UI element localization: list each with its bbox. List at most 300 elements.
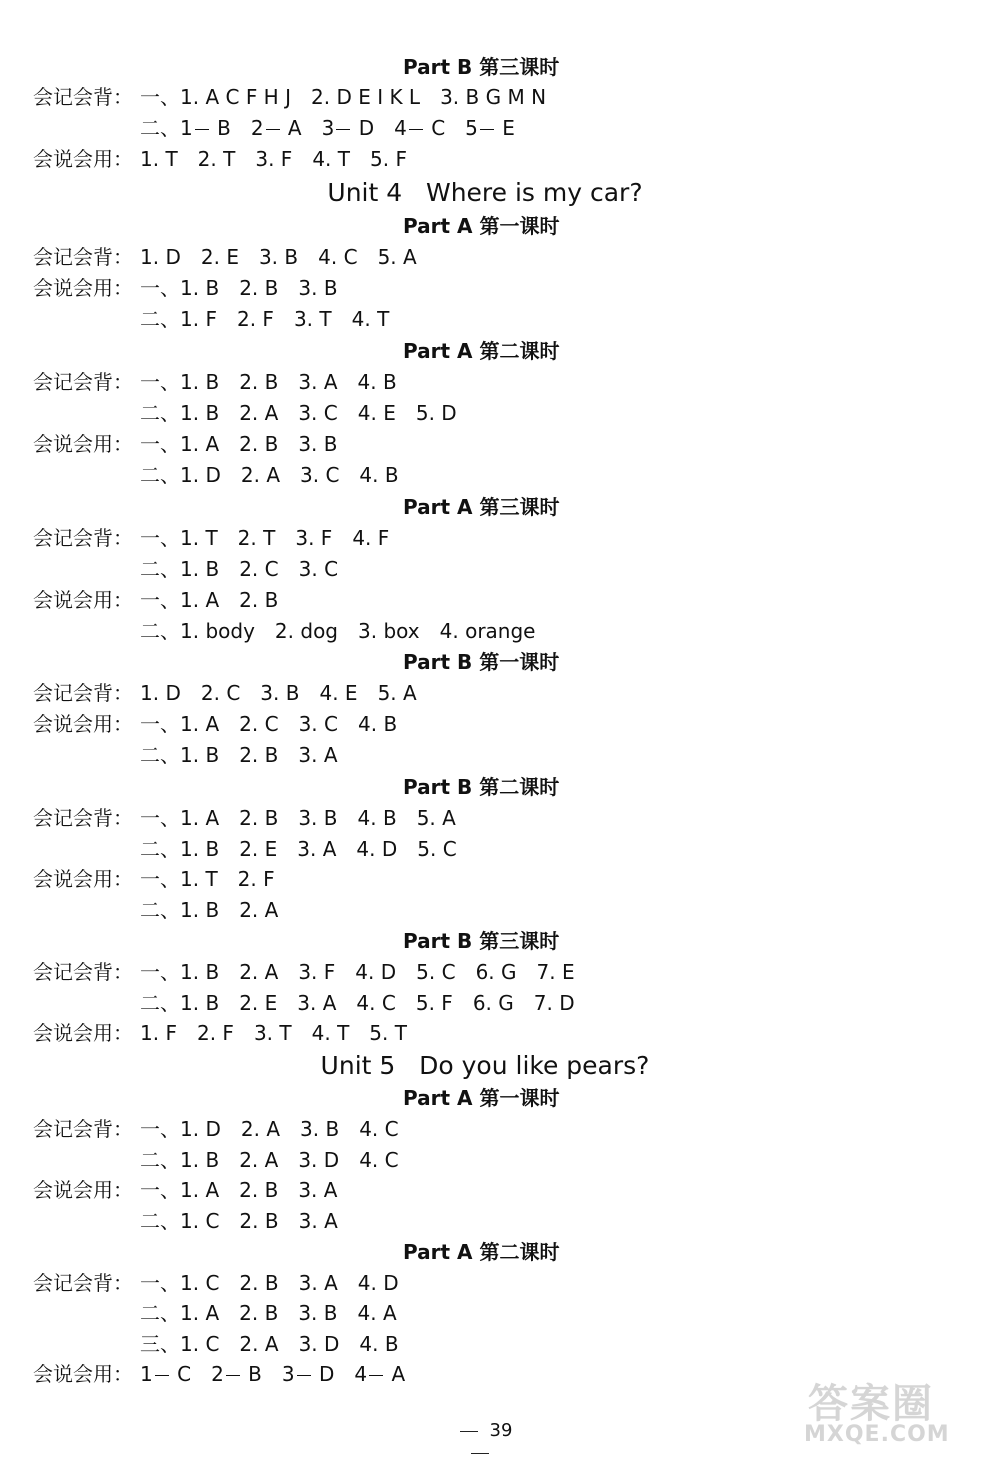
answer-item [352,523,389,553]
answer-line [0,82,1000,112]
answer-item [180,1206,219,1236]
lesson-heading: Part A 第二课时 [403,339,560,363]
answer-item [239,273,278,303]
answer-value: A [264,898,279,922]
part-prefix: 一、 [140,1117,180,1141]
question-number: 5. [415,401,435,425]
answer-item [378,678,417,708]
lesson-heading: Part A 第一课时 [403,214,560,238]
question-number: 4. [439,619,459,643]
question-number: 7. [536,960,556,984]
answer-item [239,585,278,615]
answer-item [239,803,278,833]
answer-item [297,834,336,864]
answer-item [294,304,332,334]
section-label: 会说会用： [33,1362,133,1386]
answer-item [239,367,278,397]
answer-value: B [384,463,399,487]
part-prefix: 一、 [140,85,180,109]
answer-item [241,1114,280,1144]
answer-items [140,367,417,397]
question-number: 2. [239,401,259,425]
answer-items [140,803,476,833]
answer-value: F [320,526,333,550]
answer-items [140,304,409,334]
answer-item [180,957,219,987]
question-number: 2. [239,712,259,736]
question-number: 4. [357,1271,377,1295]
answer-item [358,616,420,646]
answer-item [180,1175,219,1205]
answer-item [239,1268,278,1298]
question-number: 3. [298,1178,318,1202]
section-label: 会说会用： [33,867,133,891]
answer-value: G [501,960,517,984]
answer-item [358,709,397,739]
question-number: 3. [440,85,460,109]
answer-value: B [384,1332,399,1356]
answer-value: A [324,1209,338,1233]
answer-item [255,144,292,174]
question-number: 4. [359,463,379,487]
answer-item [282,1359,335,1389]
answer-value: F [222,1021,234,1045]
question-number: 5. [416,960,436,984]
answer-items [140,273,358,303]
question-number: 3. [358,619,378,643]
answer-item [180,460,221,490]
question-number: 3. [258,245,279,269]
answer-item [416,988,453,1018]
question-number: 4. [357,1301,377,1325]
part-prefix: 一、 [140,1178,180,1202]
answer-line [0,585,1000,615]
answer-value: B [264,1301,279,1325]
question-number: 4. [311,1021,331,1045]
answer-item [312,1018,350,1048]
answer-item [180,864,218,894]
lesson-heading: Part A 第二课时 [403,1240,560,1264]
part-prefix: 一、 [140,867,180,891]
answer-line [0,957,1000,987]
lesson-heading-row [0,52,1000,82]
question-number: 1. [180,276,200,300]
answer-value: B [264,1178,279,1202]
question-number: 1. [140,681,160,705]
answer-items [140,144,427,174]
question-number: 2. [239,1178,259,1202]
part-prefix: 一、 [140,370,180,394]
answer-item [239,1145,278,1175]
answer-items [140,1206,358,1236]
answer-value: A [205,806,220,830]
answer-item [201,678,240,708]
question-number: 1 [140,1359,171,1389]
answer-item [180,616,255,646]
answer-value: box [383,619,420,643]
answer-item [275,616,338,646]
answer-value: B [382,806,397,830]
answer-item [359,1329,398,1359]
question-number: 5 [465,113,496,143]
unit-heading-row [0,176,1000,206]
answer-line [0,273,1000,303]
question-number: 2. [200,245,220,269]
answer-item [237,304,274,334]
answer-line [0,1145,1000,1175]
answer-items [140,864,295,894]
answer-value: B [205,898,220,922]
answer-item [197,1018,234,1048]
section-label: 会记会背： [33,806,133,830]
answer-item [180,367,219,397]
answer-value: T [377,307,390,331]
answer-item [259,242,298,272]
question-number: 2. [239,557,259,581]
answer-item [299,554,338,584]
answer-value: B [323,1301,338,1325]
answer-value: C [441,960,456,984]
part-prefix: 一、 [140,960,180,984]
answer-item [239,1175,278,1205]
question-number: 1 [180,113,211,143]
question-number: 4. [312,147,332,171]
answer-item [239,398,278,428]
answer-value: F [205,307,217,331]
question-number: 3. [298,1148,318,1172]
answer-value: F [262,307,274,331]
part-prefix: 二、 [140,898,180,922]
answer-item [241,460,280,490]
answer-items [140,523,409,553]
answer-value: C [442,837,457,861]
answer-item [239,740,278,770]
answer-value: F [263,867,275,891]
answer-value: A [266,463,280,487]
answer-value: A [323,370,338,394]
question-number: 1. [180,837,200,861]
question-number: 1. [180,712,200,736]
answer-line [0,367,1000,397]
question-number: 3 [282,1359,313,1389]
answer-value: B [323,432,338,456]
answer-item [211,1359,262,1389]
question-number: 1. [140,1021,160,1045]
question-number: 3. [298,432,318,456]
answer-value: T [319,307,332,331]
watermark-url: MXQE.COM [804,1422,950,1447]
section-label: 会记会背： [33,681,133,705]
answer-value: A [324,1271,338,1295]
answer-items [140,1114,419,1144]
answer-value: A C F H J [205,85,291,109]
answer-item [239,895,278,925]
answer-item [254,1018,292,1048]
question-number: 3. [295,526,315,550]
answer-item [295,523,332,553]
answer-value: D [358,116,375,140]
part-prefix: 二、 [140,1301,180,1325]
question-number: 6. [475,960,495,984]
question-number: 3. [298,1301,318,1325]
answer-item [322,113,375,143]
answer-item [180,1298,219,1328]
section-label: 会说会用： [33,712,133,736]
answer-item [251,113,302,143]
answer-item [298,740,337,770]
answer-items [140,429,358,459]
answer-items [140,1018,427,1048]
answer-line [0,1175,1000,1205]
section-label: 会记会背： [33,960,133,984]
answer-item [239,1329,278,1359]
lesson-heading: Part A 第三课时 [403,495,560,519]
question-number: 4. [356,991,376,1015]
answer-value: B [325,1117,340,1141]
question-number: 4. [319,681,339,705]
question-number: 3. [260,681,280,705]
answer-item [369,1018,407,1048]
lesson-heading-row [0,1083,1000,1113]
answer-value: D [323,1148,340,1172]
answer-item [239,429,278,459]
answer-item [298,1145,339,1175]
lesson-heading: Part B 第三课时 [403,929,560,953]
question-number: 2. [239,743,259,767]
question-number: 5. [415,991,435,1015]
answer-item [298,429,337,459]
section-label: 会记会背： [33,1117,133,1141]
question-number: 5. [416,806,436,830]
answer-value: D [205,1117,221,1141]
answer-item [298,1175,337,1205]
page-number: 39 [430,1420,530,1464]
answer-value: B [264,276,279,300]
answer-line [0,740,1000,770]
question-number: 5. [377,681,397,705]
answer-value: E [264,991,278,1015]
answer-item [297,988,336,1018]
answer-item [140,1359,191,1389]
question-number: 2. [239,276,259,300]
answer-value: T [279,1021,292,1045]
answer-item [238,523,276,553]
question-number: 1. [180,1301,200,1325]
part-prefix: 二、 [140,557,180,581]
question-number: 2 [251,113,282,143]
answer-item [180,803,219,833]
answer-value: F [377,526,390,550]
answer-items [140,113,535,143]
question-number: 1. [180,1209,200,1233]
answer-line [0,1268,1000,1298]
part-prefix: 二、 [140,1209,180,1233]
answer-item [239,554,278,584]
question-number: 5. [377,245,397,269]
question-number: 1. [180,960,200,984]
answer-items [140,1359,425,1389]
answer-item [356,988,395,1018]
answer-value: C [205,1209,220,1233]
answer-item [239,1298,278,1328]
answer-item [299,1206,338,1236]
question-number: 1. [180,526,200,550]
answer-value: B [217,116,231,140]
question-number: 3. [293,307,314,331]
question-number: 3. [298,806,318,830]
answer-item [416,957,455,987]
answer-value: F [165,1021,177,1045]
question-number: 6. [472,991,492,1015]
question-number: 2. [239,898,259,922]
question-number: 1. [180,557,200,581]
answer-value: T [394,1021,407,1045]
question-number: 3 [322,113,353,143]
answer-items [140,554,358,584]
answer-item [180,82,291,112]
answer-items [140,1268,419,1298]
answer-line [0,304,1000,334]
answer-value: B [264,743,279,767]
answer-item [201,242,239,272]
answer-item [358,803,397,833]
answer-line [0,616,1000,646]
question-number: 2. [239,1148,259,1172]
answer-value: B [205,557,220,581]
answer-line [0,554,1000,584]
answer-line [0,864,1000,894]
answer-value: E [502,116,515,140]
question-number: 1. [180,85,200,109]
answer-items [140,82,566,112]
answer-value: B [264,588,279,612]
answer-value: E [344,681,358,705]
answer-item [537,957,575,987]
question-number: 1. [180,743,200,767]
question-number: 4. [355,960,375,984]
answer-item [476,957,517,987]
question-number: 2 [211,1359,242,1389]
question-number: 1. [140,245,160,269]
question-number: 3. [298,370,318,394]
answer-item [440,616,536,646]
answer-value: A [322,991,337,1015]
section-label: 会说会用： [33,1021,133,1045]
answer-items [140,895,298,925]
question-number: 4. [357,712,378,736]
lesson-heading: Part A 第一课时 [403,1086,560,1110]
answer-value: D E I K L [336,85,421,109]
question-number: 2. [239,1271,259,1295]
answer-item [299,709,338,739]
answer-value: dog [300,619,339,643]
answer-value: A [391,1362,406,1386]
answer-item [180,398,219,428]
answer-value: C [343,245,358,269]
answer-item [260,678,299,708]
answer-value: A [323,743,338,767]
lesson-heading-row [0,336,1000,366]
question-number: 2. [200,681,220,705]
part-prefix: 一、 [140,806,180,830]
part-prefix: 二、 [140,116,180,140]
answer-item [300,460,339,490]
answer-value: T [205,526,218,550]
section-label: 会记会背： [33,526,133,550]
answer-value: C [384,1148,399,1172]
answer-value: T [263,526,276,550]
answer-value: B [205,1148,220,1172]
answer-items [140,740,358,770]
answer-line [0,988,1000,1018]
question-number: 3. [298,1332,318,1356]
question-number: 4. [359,1117,379,1141]
question-number: 1. [180,619,200,643]
answer-item [180,834,219,864]
answer-item [473,988,514,1018]
question-number: 4. [357,370,377,394]
answer-item [394,113,445,143]
answer-item [359,1145,398,1175]
answer-line [0,834,1000,864]
question-number: 2. [239,1209,259,1233]
answer-value: A [264,960,279,984]
answer-value: C [325,463,340,487]
question-number: 5. [369,147,390,171]
lesson-heading-row [0,211,1000,241]
answer-value: F [323,960,336,984]
question-number: 1. [180,463,200,487]
answer-item [298,273,337,303]
answer-item [180,740,219,770]
lesson-heading-row [0,926,1000,956]
question-number: 4. [357,401,377,425]
question-number: 1. [180,307,200,331]
answer-value: E [561,960,575,984]
answer-line [0,678,1000,708]
answer-item [239,1206,278,1236]
lesson-heading: Part B 第一课时 [403,650,560,674]
answer-value: C [264,557,279,581]
answer-line [0,1298,1000,1328]
question-number: 3. [300,463,320,487]
lesson-heading-row [0,1237,1000,1267]
answer-value: B [264,370,279,394]
question-number: 1. [180,1332,200,1356]
part-prefix: 一、 [140,276,180,300]
question-number: 1. [180,898,200,922]
answer-item [312,144,350,174]
answer-value: A [205,588,220,612]
section-label: 会记会背： [33,85,133,109]
answer-item [239,988,277,1018]
answer-line [0,1018,1000,1048]
question-number: 2. [310,85,331,109]
answer-value: A [403,245,417,269]
answer-value: B [323,806,338,830]
answer-value: A [264,1148,279,1172]
answer-value: E [383,401,396,425]
question-number: 2. [197,147,217,171]
question-number: 2. [239,960,259,984]
answer-items [140,1145,419,1175]
unit-heading-row [0,1049,1000,1079]
answer-items [140,616,555,646]
question-number: 1. [180,806,200,830]
question-number: 2. [239,991,259,1015]
lesson-heading-row [0,492,1000,522]
answer-item [180,554,219,584]
